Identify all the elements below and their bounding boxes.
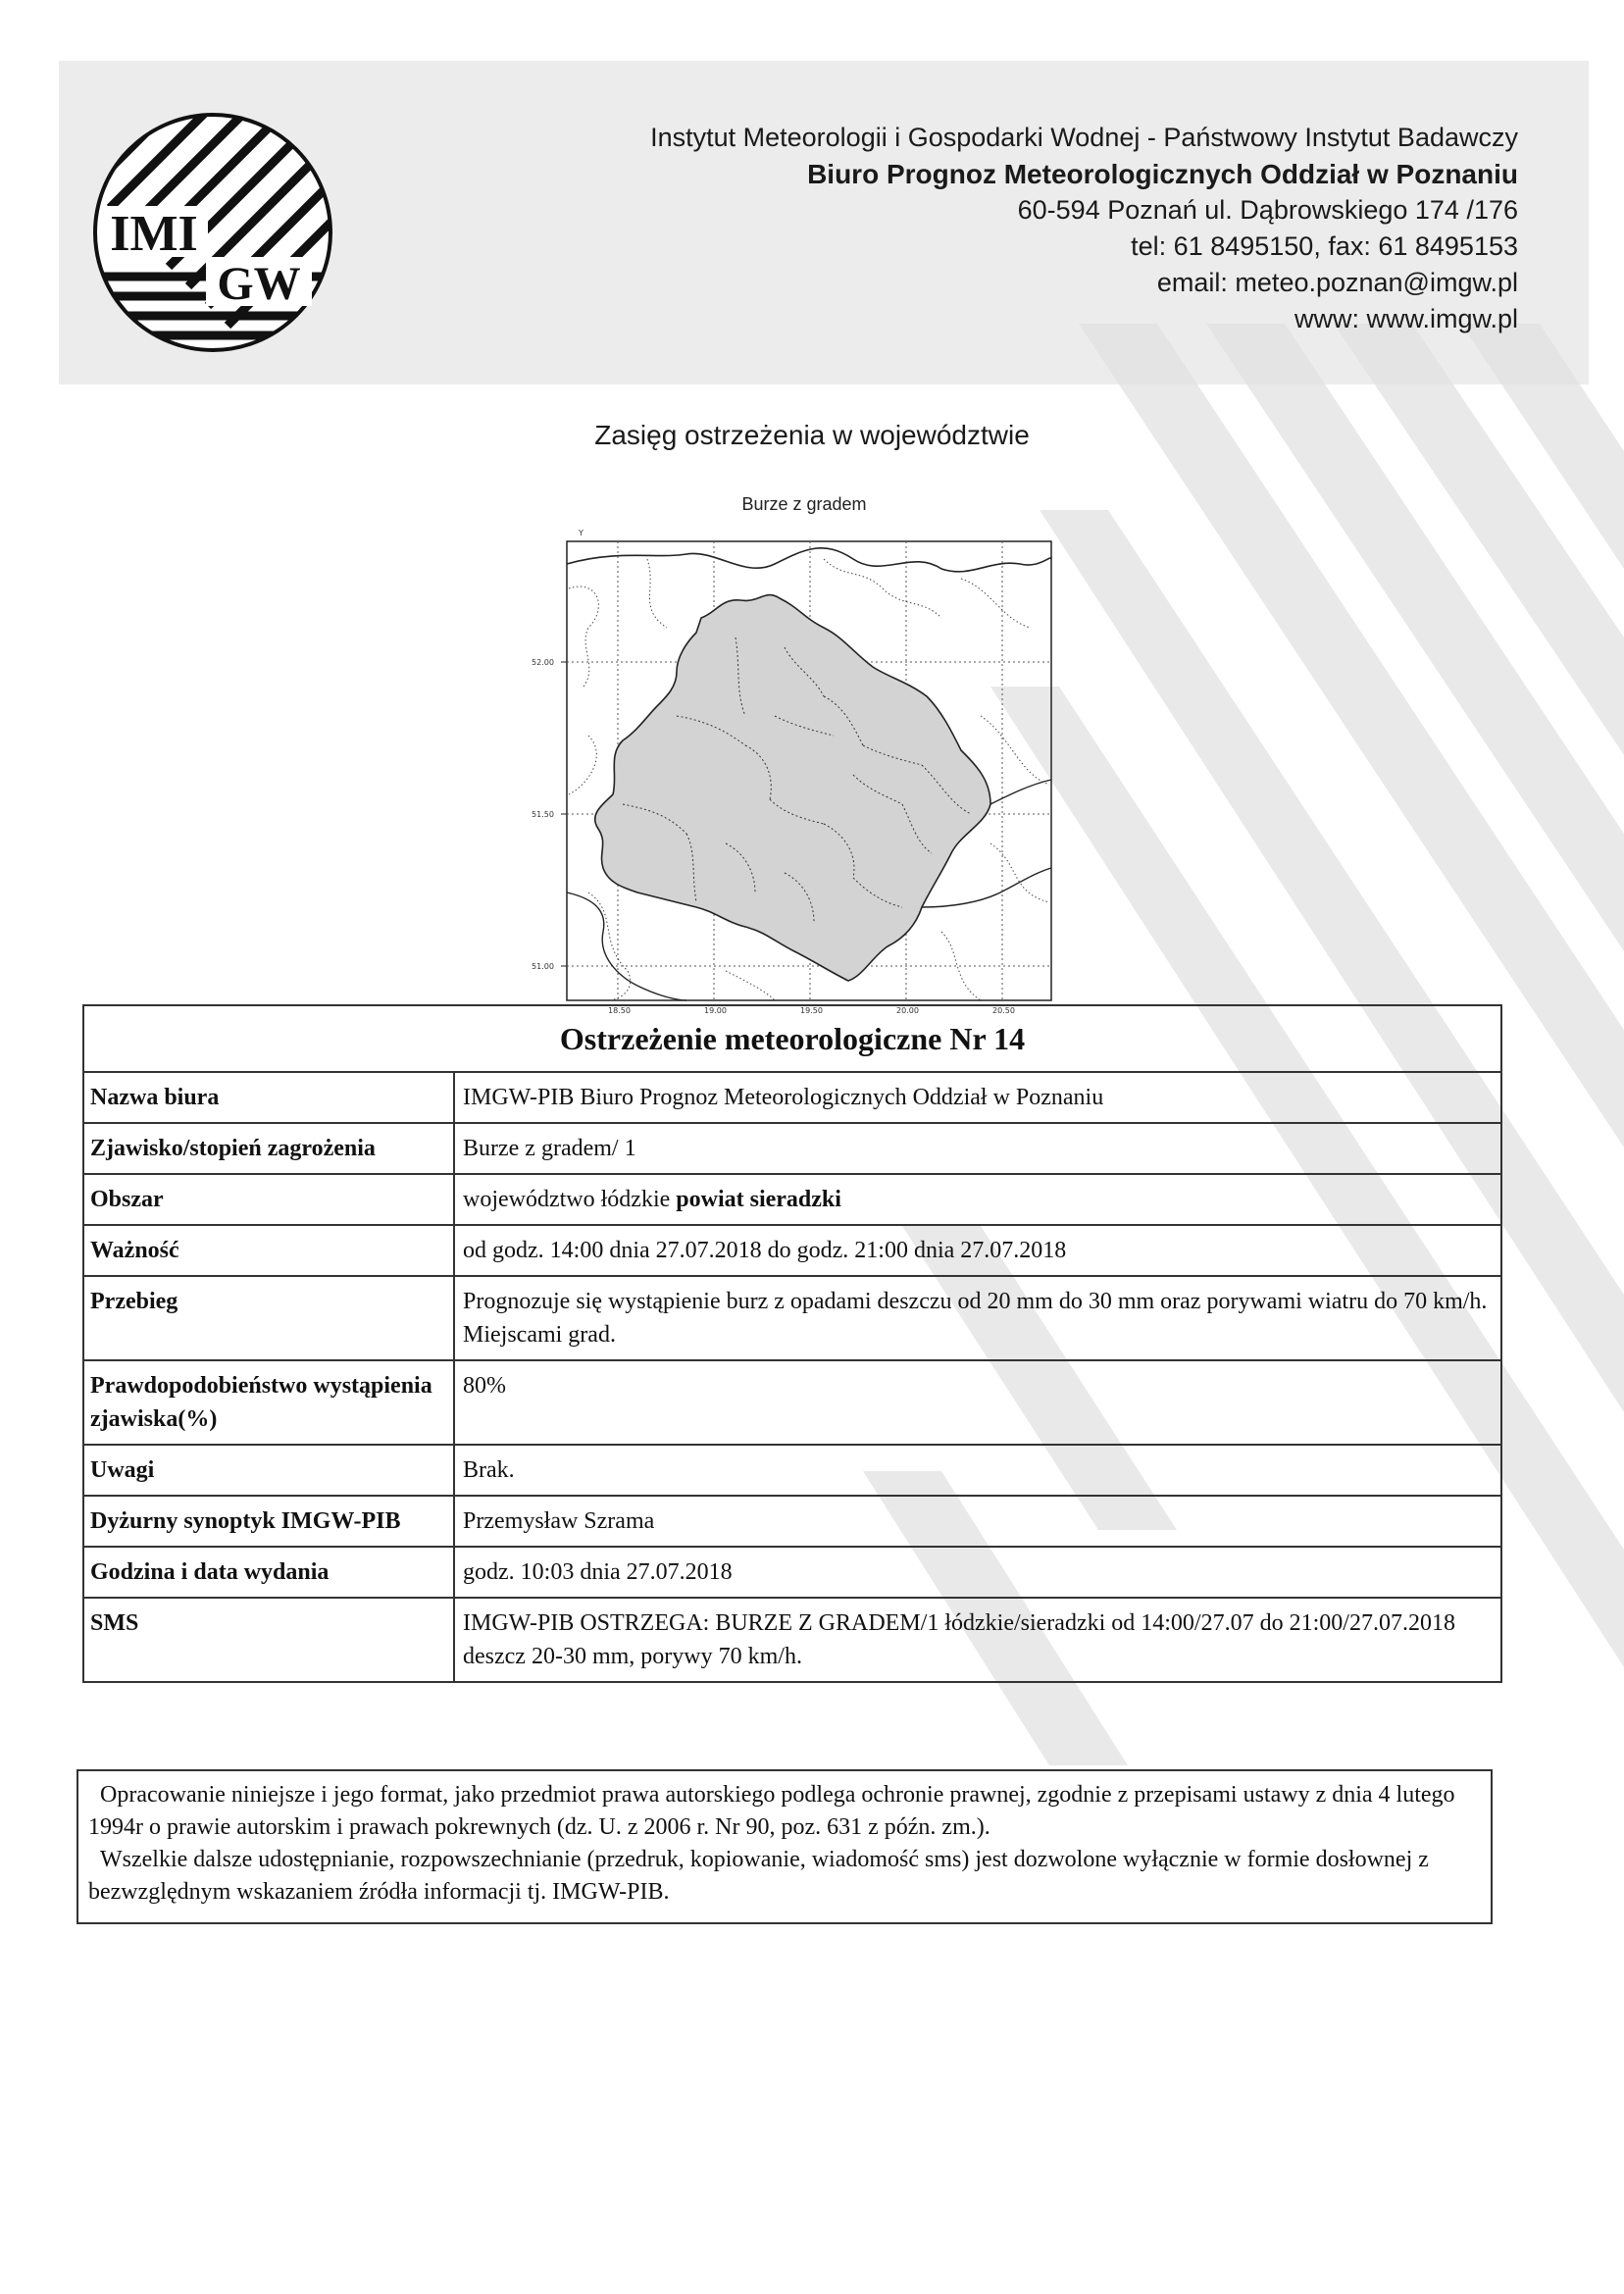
area-county: powiat sieradzki <box>676 1187 841 1212</box>
table-row <box>84 1175 1500 1226</box>
map-lon-tick-4: 20.00 <box>896 1006 919 1015</box>
table-row <box>84 1124 1500 1175</box>
map-axis-y-letter: Y <box>579 529 584 537</box>
map-lat-tick-3: 51.00 <box>532 962 554 971</box>
table-row <box>84 1599 1500 1681</box>
office-name: Biuro Prognoz Meteorologicznych Oddział w Poznaniu <box>807 159 1518 189</box>
office-address: 60-594 Poznań ul. Dąbrowskiego 174 /176 <box>1017 195 1518 225</box>
map-lon-tick-2: 19.00 <box>704 1006 727 1015</box>
map-title: Zasięg ostrzeżenia w województwie <box>594 420 1030 450</box>
table-row <box>84 1548 1500 1599</box>
field-label: Dyżurny synoptyk IMGW-PIB <box>84 1497 455 1546</box>
table-row <box>84 1226 1500 1277</box>
svg-text:GW: GW <box>217 258 301 310</box>
field-label: Godzina i data wydania <box>84 1548 455 1597</box>
field-value: Brak. <box>463 1457 515 1483</box>
area-region: województwo łódzkie <box>463 1187 671 1212</box>
map-lon-tick-5: 20.50 <box>992 1006 1015 1015</box>
copyright-paragraph: Opracowanie niniejsze i jego format, jako przedmiot prawa autorskiego podlega ochronie prawnej, zgodnie z przepisami ustawy z dnia 4 lutego 1994r o prawie autorskim i prawach pokrewnych (dz. U. z 2006 r. Nr 90, poz. 631 z późn. zm.). <box>88 1782 1455 1840</box>
field-label: Uwagi <box>84 1446 455 1495</box>
office-www: www: www.imgw.pl <box>1294 304 1518 333</box>
field-label: SMS <box>84 1599 455 1681</box>
warning-area-map <box>530 520 1059 1020</box>
map-subtitle: Burze z gradem <box>741 494 867 514</box>
institute-name: Instytut Meteorologii i Gospodarki Wodnej - Państwowy Instytut Badawczy <box>650 123 1518 152</box>
field-value: IMGW-PIB Biuro Prognoz Meteorologicznych Oddział w Poznaniu <box>463 1085 1104 1110</box>
copyright-notice <box>76 1769 1493 1924</box>
region-lodzkie <box>595 595 990 981</box>
redistribution-paragraph: Wszelkie dalsze udostępnianie, rozpowszechnianie (przedruk, kopiowanie, wiadomość sms) jest dozwolone wyłącznie w formie dosłownej z bezwzględnym wskazaniem źródła informacji tj. IMGW-PIB. <box>88 1847 1429 1905</box>
warning-table <box>82 1004 1502 1683</box>
office-email: email: meteo.poznan@imgw.pl <box>1156 268 1518 297</box>
map-lat-tick-2: 51.50 <box>532 810 554 819</box>
field-value: Przemysław Szrama <box>463 1508 655 1534</box>
svg-text:IMI: IMI <box>110 206 198 262</box>
table-row <box>84 1446 1500 1497</box>
imgw-logo <box>90 110 335 355</box>
institute-header <box>650 120 1518 337</box>
table-row <box>84 1277 1500 1361</box>
warning-title: Ostrzeżenie meteorologiczne Nr 14 <box>84 1006 1500 1073</box>
field-label: Prawdopodobieństwo wystąpienia zjawiska(%) <box>84 1361 455 1444</box>
field-value: Prognozuje się wystąpienie burz z opadami deszczu od 20 mm do 30 mm oraz porywami wiatru do 70 km/h. Miejscami grad. <box>463 1289 1488 1348</box>
office-phone: tel: 61 8495150, fax: 61 8495153 <box>1131 231 1518 261</box>
table-row <box>84 1361 1500 1446</box>
field-label: Zjawisko/stopień zagrożenia <box>84 1124 455 1173</box>
field-value: godz. 10:03 dnia 27.07.2018 <box>463 1559 733 1585</box>
field-label: Nazwa biura <box>84 1073 455 1122</box>
field-value: IMGW-PIB OSTRZEGA: BURZE Z GRADEM/1 łódzkie/sieradzki od 14:00/27.07 do 21:00/27.07.2018 deszcz 20-30 mm, porywy 70 km/h. <box>463 1610 1455 1669</box>
map-lon-tick-1: 18.50 <box>608 1006 631 1015</box>
field-value: od godz. 14:00 dnia 27.07.2018 do godz. 21:00 dnia 27.07.2018 <box>463 1238 1067 1263</box>
field-value <box>455 1175 1500 1224</box>
table-row <box>84 1073 1500 1124</box>
table-row <box>84 1497 1500 1548</box>
map-lon-tick-3: 19.50 <box>800 1006 823 1015</box>
field-label: Obszar <box>84 1175 455 1224</box>
field-label: Ważność <box>84 1226 455 1275</box>
field-label: Przebieg <box>84 1277 455 1359</box>
field-value: Burze z gradem/ 1 <box>463 1136 636 1161</box>
map-lat-tick-1: 52.00 <box>532 658 554 667</box>
field-value: 80% <box>463 1373 506 1399</box>
